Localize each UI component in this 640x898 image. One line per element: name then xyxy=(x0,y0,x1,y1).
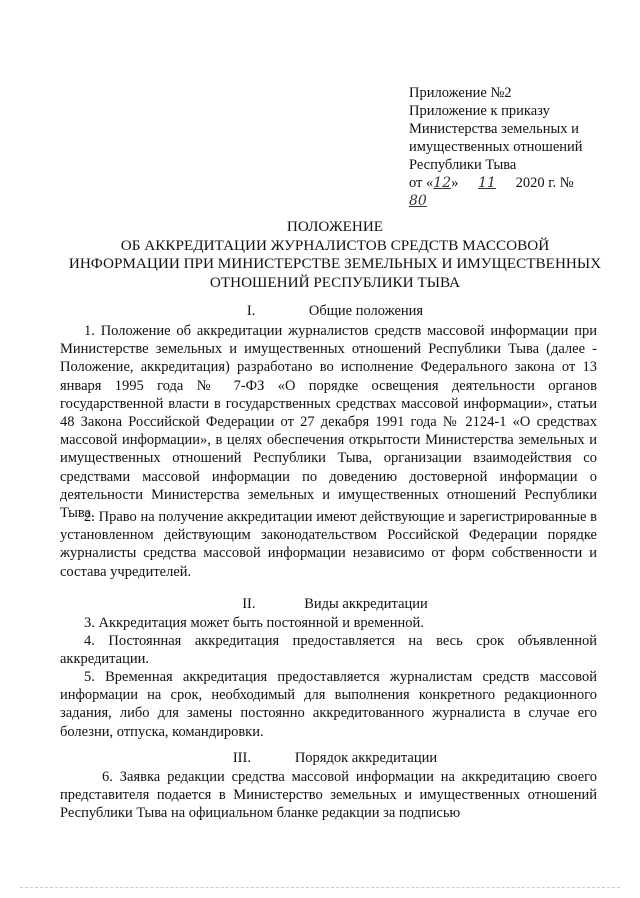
section-title: Порядок аккредитации xyxy=(294,750,438,766)
title-line: ИНФОРМАЦИИ ПРИ МИНИСТЕРСТВЕ ЗЕМЕЛЬНЫХ И ИМУЩЕСТВЕННЫХ xyxy=(68,255,602,272)
paragraph-2 xyxy=(60,508,597,581)
section-number: III. xyxy=(232,750,251,766)
section-title: Виды аккредитации xyxy=(304,596,428,612)
paragraph-3 xyxy=(60,614,597,632)
title-line: ОТНОШЕНИЙ РЕСПУБЛИКИ ТЫВА xyxy=(209,273,461,291)
paragraph-1 xyxy=(60,322,597,522)
handwritten-month: 11 xyxy=(478,175,496,191)
section-heading xyxy=(60,302,610,320)
paragraph-6 xyxy=(60,768,597,823)
appendix-year: 2020 г. № xyxy=(515,175,574,191)
handwritten-order-number: 80 xyxy=(409,193,427,209)
appendix-ministry-cont: имущественных отношений xyxy=(409,139,583,155)
paragraph-text: 4. Постоянная аккредитация предоставляется на весь срок объявленной аккредитации. xyxy=(60,633,597,668)
paragraph-text: 6. Заявка редакции средства массовой информации на аккредитацию своего представителя подается в Министерство земельных и имущественных отношений Республики Тыва на официальном бланке редакции за подписью xyxy=(60,769,597,822)
page-edge-line xyxy=(20,887,620,888)
section-number: I. xyxy=(246,303,256,319)
section-heading xyxy=(60,595,610,613)
appendix-date-line: от «12» 11 2020 г. № xyxy=(409,175,574,191)
appendix-order-ref: Приложение к приказу xyxy=(409,103,550,119)
section-heading xyxy=(60,749,610,767)
section-number: II. xyxy=(242,596,256,612)
paragraph-5 xyxy=(60,668,597,741)
appendix-block xyxy=(409,84,609,210)
handwritten-day: 12 xyxy=(433,175,452,191)
paragraph-text: 5. Временная аккредитация предоставляется журналистам средств массовой информации на срок, необходимый для выполнения конкретного редакционного задания, либо для замены постоянно аккредитованного журналиста в случае его болезни, отпуска, командировки. xyxy=(60,669,597,740)
appendix-number-line xyxy=(409,192,609,210)
title-line: ОБ АККРЕДИТАЦИИ ЖУРНАЛИСТОВ СРЕДСТВ МАССОВОЙ xyxy=(120,236,550,254)
section-title: Общие положения xyxy=(308,303,424,319)
document-title xyxy=(60,218,610,292)
appendix-number: Приложение №2 xyxy=(409,85,512,101)
paragraph-text: 2. Право на получение аккредитации имеют действующие и зарегистрированные в установленном действующим законодательством Российской Федерации порядке журналисты средства массовой информации независимо от форм собственности и состава учредителей. xyxy=(60,509,597,580)
title-line: ПОЛОЖЕНИЕ xyxy=(286,218,384,235)
appendix-ministry: Министерства земельных и xyxy=(409,121,579,137)
paragraph-4 xyxy=(60,632,597,668)
appendix-republic: Республики Тыва xyxy=(409,157,517,173)
paragraph-text: 1. Положение об аккредитации журналистов средств массовой информации при Министерстве земельных и имущественных отношений Республики Тыва (далее - Положение, аккредитация) разработано во исполнение Федерального закона от 13 января 1995 года № 7-ФЗ «О порядке освещения деятельности органов государственной власти в государственных средствах массовой информации», статьи 48 Закона Российской Федерации от 27 декабря 1991 года № 2124-1 «О средствах массовой информации», в целях обеспечения открытости Министерства земельных и имущественных отношений Республики Тыва, организации взаимодействия со средствами массовой информации по доведению достоверной информации о деятельности Министерства земельных и имущественных отношений Республики Тыва. xyxy=(60,323,597,522)
paragraph-text: 3. Аккредитация может быть постоянной и временной. xyxy=(84,615,424,631)
